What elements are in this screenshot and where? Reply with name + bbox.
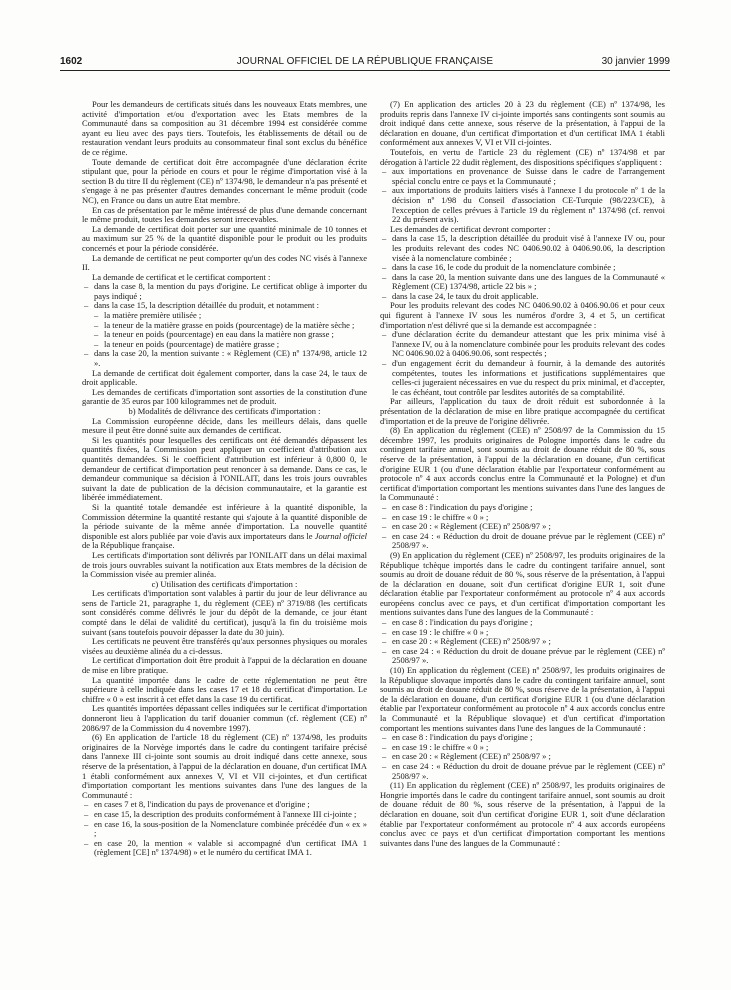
list xyxy=(380,167,665,225)
paragraph: Les certificats ne peuvent être transférés qu'aux personnes physiques ou morales visées au deuxième alinéa du a ci-dessus. xyxy=(82,636,367,656)
right-column xyxy=(380,100,665,848)
paragraph: La demande de certificat doit porter sur une quantité minimale de 10 tonnes et au maximum sur 25 % de la quantité disponible pour le produit ou les produits concernés et pour la période considérée. xyxy=(82,223,367,253)
paragraph: Pour les produits relevant des codes NC 0406.90.02 à 0406.90.06 et pour ceux qui figurent à l'annexe IV sous les numéros d'ordre 3, 4 et 5, un certificat d'importation n'est délivré que si la demande est accompagnée : xyxy=(380,300,665,330)
paragraph: Toutefois, en vertu de l'article 23 du règlement (CE) nº 1374/98 et par dérogation à l'article 22 dudit règlement, des dispositions spécifiques s'appliquent : xyxy=(380,146,665,167)
journal-title: JOURNAL OFFICIEL DE LA RÉPUBLIQUE FRANÇAISE xyxy=(236,56,494,67)
list-item: – d'une déclaration écrite du demandeur attestant que les prix minima visé à l'annexe IV, ou à la nomenclature combinée pour les produits relevant des codes NC 0406.90.02 à 0406.90.06, sont respectés ; xyxy=(380,330,665,359)
list-item: – dans la case 15, la description détaillée du produit visé à l'annexe IV ou, pour les produits relevant des codes NC 0406.90.02 à 0406.90.06, la description visée à la nomenclature combinée ; xyxy=(380,234,665,263)
paragraph: La quantité importée dans le cadre de cette réglementation ne peut être supérieure à celle indiquée dans les cases 17 et 18 du certificat d'importation. Le chiffre « 0 » est inscrit à cet effet dans la case 19 du certificat. xyxy=(82,674,367,704)
list xyxy=(380,618,665,666)
paragraph: Le certificat d'importation doit être produit à l'appui de la déclaration en douane de mise en libre pratique. xyxy=(82,655,367,676)
list-item: – en case 16, la sous-position de la Nomenclature combinée précédée d'un « ex » ; xyxy=(82,820,367,839)
list xyxy=(82,282,367,368)
paragraph xyxy=(82,503,367,551)
paragraph: Les certificats d'importation sont valables à partir du jour de leur délivrance au sens de l'article 21, paragraphe 1, du règlement (CEE) nº 3719/88 (les certificats sont considérés comme délivrés le jour du dépôt de la demande, ce jour étant compté dans le délai de validité du certificat), jusqu'à la fin du troisième mois suivant (sans toutefois pouvoir dépasser la date du 30 juin). xyxy=(82,588,367,637)
paragraph: Les demandes de certificat devront comporter : xyxy=(390,223,551,234)
list-item: – en case 19 : le chiffre « 0 » ; xyxy=(380,628,665,638)
left-column xyxy=(82,100,367,858)
list-item: – en case 24 : « Réduction du droit de douane prévue par le règlement (CEE) nº 2508/97 ». xyxy=(380,647,665,666)
list xyxy=(380,330,665,397)
paragraph: (6) En application de l'article 18 du règlement (CE) nº 1374/98, les produits originaires de la Norvège importés dans le cadre du contingent tarifaire précisé dans l'annexe III ci-jointe sont soumis au droit indiqué dans cette annexe, sous réserve de la présentation, à l'appui de la déclaration en douane, d'un certificat IMA 1 établi conformément aux annexes V, VI et VII ci-jointes, et d'un certificat d'importation comportant les mentions suivantes dans l'une des langues de la Communauté : xyxy=(82,732,367,800)
journal-name-italic: Journal officiel xyxy=(314,530,367,541)
paragraph: Toute demande de certificat doit être accompagnée d'une déclaration écrite stipulant que, pour la période en cours et pour le régime d'importation visé à la section B du titre II du règlement (CE) nº 1374/98, le demandeur n'a pas présenté et s'engage à ne pas présenter d'autres demandes concernant le même produit (code NC), en France ou dans un autre Etat membre. xyxy=(82,156,367,205)
list-item: – en case 15, la description des produits conformément à l'annexe III ci-jointe ; xyxy=(82,810,367,820)
list-item: – dans la case 8, la mention du pays d'origine. Le certificat oblige à importer du pays indiqué ; xyxy=(82,282,367,301)
list-item: – en case 24 : « Réduction du droit de douane prévue par le règlement (CEE) nº 2508/97 ». xyxy=(380,762,665,781)
publication-date: 30 janvier 1999 xyxy=(601,56,670,67)
list-item: – dans la case 15, la description détaillée du produit, et notamment : xyxy=(82,301,367,311)
list-item: – en case 20 : « Règlement (CEE) nº 2508/97 » ; xyxy=(380,752,665,762)
sub-list-item: – la matière première utilisée ; xyxy=(82,311,367,321)
list-item: – aux importations de produits laitiers visés à l'annexe I du protocole nº 1 de la décision nº 1/98 du Conseil d'association CE-Turquie (98/223/CE), à l'exception de celles prévues à l'article 19 du règlement nº 1374/98 (cf. renvoi 22 du présent avis). xyxy=(380,186,665,224)
list xyxy=(380,503,665,551)
list-item: – en case 24 : « Réduction du droit de douane prévue par le règlement (CEE) nº 2508/97 ». xyxy=(380,532,665,551)
list-item: – dans la case 20, la mention suivante : « Règlement (CE) nº 1374/98, article 12 ». xyxy=(82,349,367,368)
paragraph: (8) En application du règlement (CEE) nº 2508/97 de la Commission du 15 décembre 1997, les produits originaires de Pologne importés dans le cadre du contingent tarifaire annuel, sont soumis au droit de douane réduit de 80 %, sous réserve de la présentation, à l'appui de la déclaration en douane, d'un certificat d'origine EUR 1 (ou d'une déclaration établie par l'exportateur conformément au protocole nº 4 aux accords conclus entre la Communauté et la Pologne) et d'un certificat d'importation comportant les mentions suivantes dans l'une des langues de la Communauté : xyxy=(380,425,665,503)
list-item: – en case 19 : le chiffre « 0 » ; xyxy=(380,513,665,523)
paragraph: (11) En application du règlement (CEE) nº 2508/97, les produits originaires de Hongrie importés dans le cadre du contingent tarifaire annuel, sont soumis au droit de douane réduit de 80 %, sous réserve de la présentation, à l'appui de la déclaration en douane, soit d'un certificat d'origine EUR 1, soit d'une déclaration établie par l'exportateur conformément au protocole nº 4 aux accords européens conclus avec ce pays et d'un certificat d'importation comportant les mentions suivantes dans l'une des langues de la Communauté : xyxy=(380,780,665,848)
section-heading-c: c) Utilisation des certificats d'importation : xyxy=(151,578,298,589)
paragraph: La demande de certificat doit également comporter, dans la case 24, le taux de droit applicable. xyxy=(82,367,367,388)
paragraph: Les certificats d'importation sont délivrés par l'ONILAIT dans un délai maximal de trois jours ouvrables suivant la notification aux Etats membres de la décision de la Commission visée au premier alinéa. xyxy=(82,549,367,580)
paragraph: Si les quantités pour lesquelles des certificats ont été demandés dépassent les quantités fixées, la Commission peut appliquer un coefficient d'attribution aux quantités demandées. Si le coefficient d'attribution est inférieur à 0,800 0, le demandeur de certificat d'importation peut renoncer à sa demande. Dans ce cas, le demandeur communique sa décision à l'ONILAIT, dans les trois jours ouvrables suivant la date de publication de la décision communautaire, et la garantie est libérée immédiatement. xyxy=(82,434,367,503)
list-item: – en case 8 : l'indication du pays d'origine ; xyxy=(380,733,665,743)
paragraph: (7) En application des articles 20 à 23 du règlement (CE) nº 1374/98, les produits repris dans l'annexe IV ci-jointe importés sans contingents sont soumis au droit indiqué dans cette annexe, sous réserve de la présentation, à l'appui de la déclaration en douane, d'un certificat d'importation et d'un certificat IMA 1 établi conformément aux annexes V, VI et VII ci-jointes. xyxy=(380,99,665,148)
paragraph: Les demandes de certificats d'importation sont assorties de la constitution d'une garantie de 35 euros par 100 kilogrammes net de produit. xyxy=(82,386,367,407)
list-item: – dans la case 20, la mention suivante dans une des langues de la Communauté « Règlement (CE) 1374/98, article 22 bis » ; xyxy=(380,273,665,292)
list-item: – en case 8 : l'indication du pays d'origine ; xyxy=(380,503,665,513)
list xyxy=(380,733,665,781)
list-item: – en case 20, la mention « valable si accompagné d'un certificat IMA 1 (règlement [CE] nº 1374/98) » et le numéro du certificat IMA 1. xyxy=(82,839,367,858)
paragraph: La demande de certificat et le certificat comportent : xyxy=(92,271,271,282)
paragraph: Pour les demandeurs de certificats situés dans les nouveaux Etats membres, une activité d'importation et/ou d'exportation avec les Etats membres de la Communauté dans sa composition au 31 décembre 1994 est considérée comme ayant eu lieu avec des pays tiers. Toutefois, les établissements de détail ou de restauration vendant leurs produits au consommateur final sont exclus du bénéfice de ce régime. xyxy=(82,99,367,157)
list-item: – en case 20 : « Règlement (CEE) nº 2508/97 » ; xyxy=(380,522,665,532)
text-run: Si la quantité totale demandée est inférieure à la quantité disponible, la Commission détermine la quantité restante qui s'ajoute à la quantité disponible de la période suivante de la même année d'importation. La nouvelle quantité disponible est alors publiée par voie d'avis aux importateurs dans le xyxy=(82,501,367,541)
sub-list-item: – la teneur de la matière grasse en poids (pourcentage) de la matière sèche ; xyxy=(82,321,367,331)
paragraph: Les quantités importées dépassant celles indiquées sur le certificat d'importation donneront lieu à l'application du tarif douanier commun (cf. règlement (CE) nº 2086/97 de la Commission du 4 novembre 1997). xyxy=(82,703,367,733)
paragraph: La demande de certificat ne peut comporter qu'un des codes NC visés à l'annexe II. xyxy=(82,252,367,273)
list-item: – d'un engagement écrit du demandeur à fournir, à la demande des autorités compétentes, toutes les informations et justifications supplémentaires que celles-ci jugeraient nécessaires en vue du respect du prix minimal, et d'accepter, le cas échéant, tout contrôle par lesdites autorités de sa comptabilité. xyxy=(380,359,665,397)
list-item: – dans la case 24, le taux du droit applicable. xyxy=(380,292,665,302)
list-item: – aux importations en provenance de Suisse dans le cadre de l'arrangement spécial conclu entre ce pays et la Communauté ; xyxy=(380,167,665,186)
paragraph: (10) En application du règlement (CEE) nº 2508/97, les produits originaires de la République slovaque importés dans le cadre du contingent tarifaire annuel, sont soumis au droit de douane réduit de 80 %, sous réserve de la présentation, à l'appui de la déclaration en douane, d'un certificat d'origine EUR 1 (ou d'une déclaration établie par l'exportateur conformément au protocole nº 4 aux accords conclus entre la Communauté et la République slovaque) et d'un certificat d'importation comportant les mentions suivantes dans l'une des langues de la Communauté : xyxy=(380,665,665,733)
list-item: – en case 19 : le chiffre « 0 » ; xyxy=(380,743,665,753)
sub-list-item: – la teneur en poids (pourcentage) en eau dans la matière non grasse ; xyxy=(82,330,367,340)
list xyxy=(82,800,367,858)
paragraph: Par ailleurs, l'application du taux de droit réduit est subordonnée à la présentation de la déclaration de mise en libre pratique accompagnée du certificat d'importation et de la preuve de l'origine délivrée. xyxy=(380,396,665,426)
page-number: 1602 xyxy=(60,56,83,67)
list xyxy=(380,234,665,301)
list-item: – en cases 7 et 8, l'indication du pays de provenance et d'origine ; xyxy=(82,800,367,810)
paragraph: La Commission européenne décide, dans les meilleurs délais, dans quelle mesure il peut être donné suite aux demandes de certificat. xyxy=(82,415,367,436)
list-item: – en case 8 : l'indication du pays d'origine ; xyxy=(380,618,665,628)
header-rule xyxy=(60,70,670,71)
paragraph: En cas de présentation par le même intéressé de plus d'une demande concernant le même produit, toutes les demandes seront irrecevables. xyxy=(82,204,367,225)
section-heading-b: b) Modalités de délivrance des certificats d'importation : xyxy=(128,406,321,416)
text-run: de la République française. xyxy=(82,540,175,551)
list-item: – en case 20 : « Règlement (CEE) nº 2508/97 » ; xyxy=(380,637,665,647)
sub-list-item: – la teneur en poids (pourcentage) de matière grasse ; xyxy=(82,340,367,350)
list-item: – dans la case 16, le code du produit de la nomenclature combinée ; xyxy=(380,263,665,273)
paragraph: (9) En application du règlement (CEE) nº 2508/97, les produits originaires de la République tchèque importés dans le cadre du contingent tarifaire annuel, sont soumis au droit de douane réduit de 80 %, sous réserve de la présentation, à l'appui de la déclaration en douane, soit d'un certificat d'origine EUR 1, soit d'une déclaration établie par l'exportateur conformément au protocole nº 4 aux accords européens conclus avec ce pays, et d'un certificat d'importation comportant les mentions suivantes dans l'une des langues de la Communauté : xyxy=(380,549,665,618)
